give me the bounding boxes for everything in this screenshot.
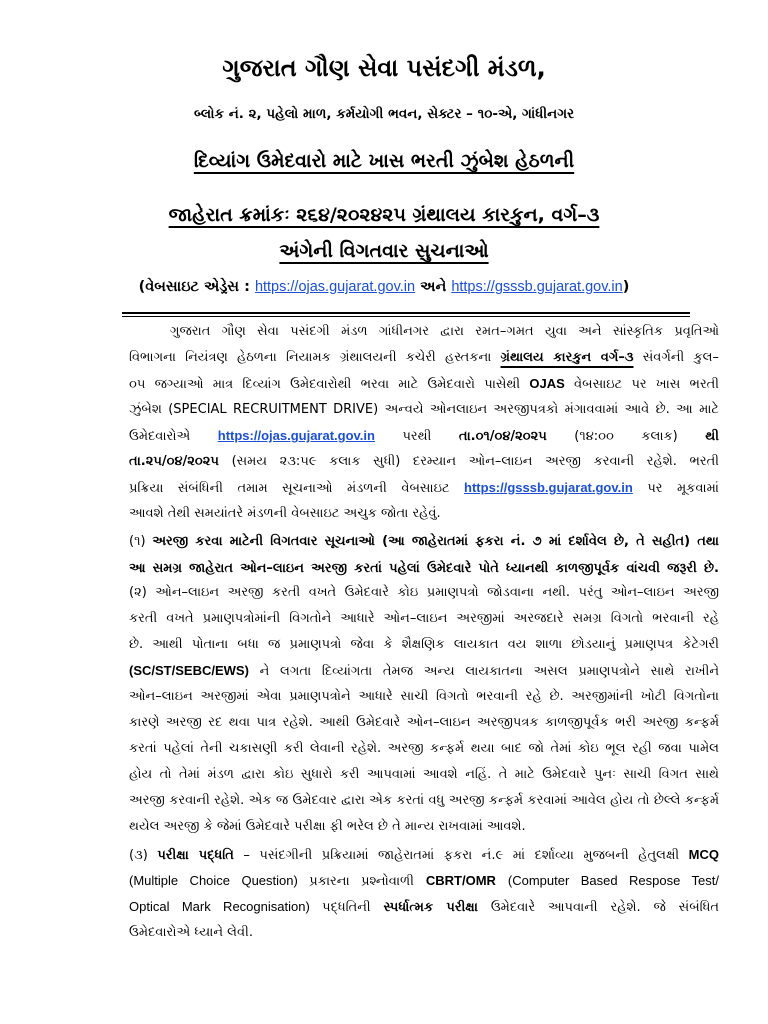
website-suffix: ): [622, 279, 630, 295]
body-line: ઉમેદવારોએ ધ્યાને લેવી.: [129, 925, 253, 940]
divider-thin: [122, 316, 690, 317]
body-line: અરજી કરવાની રહેશે. એક જ ઉમેદવાર દ્વારા એક કરતાં વધુ અરજી કન્ફર્મ કરવામાં આવેલ હોય તો છેલ્લે કન્ફર્મ: [129, 793, 719, 808]
body-line: કારણે અરજી રદ થવા પાત્ર રહેશે. આથી ઉમેદવારે ઓન–લાઇન અરજીપત્રક કાળજીપૂર્વક ભરી અરજી કન્ફર્મ: [129, 715, 719, 730]
body-line: ઉમેદવારોએ https://ojas.gujarat.gov.in પરથી તા.૦૧/૦૪/૨૦૨૫ (૧૪:૦૦ કલાક) થી: [129, 428, 719, 444]
gsssb-body-link[interactable]: https://gsssb.gujarat.gov.in: [464, 480, 633, 495]
website-prefix: (વેબસાઇટ એડ્રેસ :: [138, 279, 250, 295]
body-line: (૧) અરજી કરવા માટેની વિગતવાર સૂચનાઓ (આ જાહેરાતમાં ફકરા નં. ૭ માં દર્શાવેલ છે, તે સહીત) તથા: [129, 534, 719, 549]
post-name: ગ્રંથાલય કારકુન વર્ગ–૩: [500, 350, 634, 365]
advertisement-title: [0, 204, 768, 226]
body-line: તા.૨૫/૦૪/૨૦૨૫ (સમય ૨૩:૫૯ કલાક સુધી) દરમ્યાન ઓન–લાઇન અરજી કરવાની રહેશે. ભરતી: [129, 454, 719, 469]
drive-title: [0, 150, 768, 172]
body-line: ગુજરાત ગૌણ સેવા પસંદગી મંડળ ગાંધીનગર દ્વારા રમત–ગમત યુવા અને સાંસ્કૃતિક પ્રવૃતિઓ: [170, 324, 719, 339]
website-and: અને: [420, 279, 447, 295]
divider-thick: [122, 312, 690, 314]
advertisement-title-text: જાહેરાત ક્રમાંકઃ ૨૬૪/૨૦૨૪૨૫ ગ્રંથાલય કારકુન, વર્ગ–૩: [168, 204, 600, 226]
body-line: કરતી વખતે પ્રમાણપત્રોમાંની વિગતોને આધારે ઓન–લાઇન અરજીમાં અરજદારે સમગ્ર વિગતો ભરવાની રહે: [129, 611, 719, 626]
body-line: પ્રક્રિયા સંબંધિની તમામ સૂચનાઓ મંડળની વેબસાઇટ https://gsssb.gujarat.gov.in પર મૂકવામાં: [129, 480, 719, 496]
org-address: બ્લોક નં. ૨, પહેલો માળ, કર્મયોગી ભવન, સેક્ટર – ૧૦-એ, ગાંધીનગર: [193, 106, 575, 122]
org-title: ગુજરાત ગૌણ સેવા પસંદગી મંડળ,: [222, 54, 546, 82]
body-line: થયેલ અરજી કે જેમાં ઉમેદવારે પરીક્ષા ફી ભરેલ છે તે માન્ય રાખવામાં આવશે.: [129, 819, 526, 834]
body-line: ઓન–લાઇન અરજીમાં એવા પ્રમાણપત્રોને આધારે સાચી વિગતો ભરવાની રહે છે. અરજીમાંની ખોટી વિગતોના: [129, 689, 719, 704]
body-line: હોય તો તેમાં મંડળ દ્વારા કોઇ સુધારો કરી આપવામાં આવશે નહિં. તે માટે ઉમેદવારે પુનઃ સાચી વિગત સાથે: [129, 767, 719, 782]
gsssb-link[interactable]: https://gsssb.gujarat.gov.in: [451, 279, 623, 295]
body-line: આવશે તેથી સમયાંતરે મંડળની વેબસાઇટ અચુક જોતા રહેવું.: [129, 506, 441, 521]
body-line: વિભાગના નિયંત્રણ હેઠળના નિયામક ગ્રંથાલયની કચેરી હસ્તકના ગ્રંથાલય કારકુન વર્ગ–૩ સંવર્ગની કુલ–: [129, 350, 719, 365]
website-line: [0, 279, 768, 295]
body-line: આ સમગ્ર જાહેરાત ઓન–લાઇન અરજી કરતાં પહેલાં ઉમેદવારે પોતે ધ્યાનથી કાળજીપૂર્વક વાંચવી જરૂરી છે.: [129, 561, 719, 576]
instructions-title: [0, 240, 768, 262]
ojas-link[interactable]: https://ojas.gujarat.gov.in: [254, 279, 416, 295]
instructions-title-text: અંગેની વિગતવાર સુચનાઓ: [279, 240, 489, 262]
body-line: કરતાં પહેલાં તેની ચકાસણી કરી લેવાની રહેશે. અરજી કન્ફર્મ થયા બાદ જો તેમાં કોઇ ભૂલ રહી જવા પામેલ: [129, 741, 719, 756]
body-line: ઝુંબેશ (SPECIAL RECRUITMENT DRIVE) અન્વયે ઓનલાઇન અરજીપત્રકો મંગાવવામાં આવે છે. આ માટે: [129, 402, 719, 417]
body-line: ૦૫ જગ્યાઓ માત્ર દિવ્યાંગ ઉમેદવારોથી ભરવા માટે ઉમેદવારો પાસેથી OJAS વેબસાઇટ પર ખાસ ભરતી: [129, 376, 720, 392]
body-line: છે. આથી પોતાના બધા જ પ્રમાણપત્રો જેવા કે શૈક્ષણિક લાયકાત વય શાળા છોડયાનું પ્રમાણપત્ર કેટેગરી: [129, 637, 719, 652]
body-line: (Multiple Choice Question) પ્રકારના પ્રશ્નોવાળી CBRT/OMR (Computer Based Respose Test/: [129, 873, 720, 888]
body-line: (SC/ST/SEBC/EWS) ને લગતા દિવ્યાંગતા તેમજ અન્ય લાયકાતના અસલ પ્રમાણપત્રોને સાથે રાખીને: [129, 663, 720, 679]
body-line: (૩) પરીક્ષા પદ્ધતિ – પસંદગીની પ્રક્રિયામાં જાહેરાતમાં ફકરા નં.૯ માં દર્શાવ્યા મુજબની હેતુલક્ષી MCQ: [129, 847, 719, 863]
body-line: (૨) ઓન–લાઇન અરજી કરતી વખતે ઉમેદવારે કોઇ પ્રમાણપત્રો જોડવાના નથી. પરંતુ ઓન–લાઇન અરજી: [129, 585, 719, 600]
body-line: Optical Mark Recognisation) પદ્ધતિની સ્પર્ધાત્મક પરીક્ષા ઉમેદવારે આપવાની રહેશે. જે સંબંધિત: [129, 899, 719, 915]
drive-title-text: દિવ્યાંગ ઉમેદવારો માટે ખાસ ભરતી ઝુંબેશ હેઠળની: [193, 150, 575, 172]
ojas-body-link[interactable]: https://ojas.gujarat.gov.in: [217, 428, 375, 443]
